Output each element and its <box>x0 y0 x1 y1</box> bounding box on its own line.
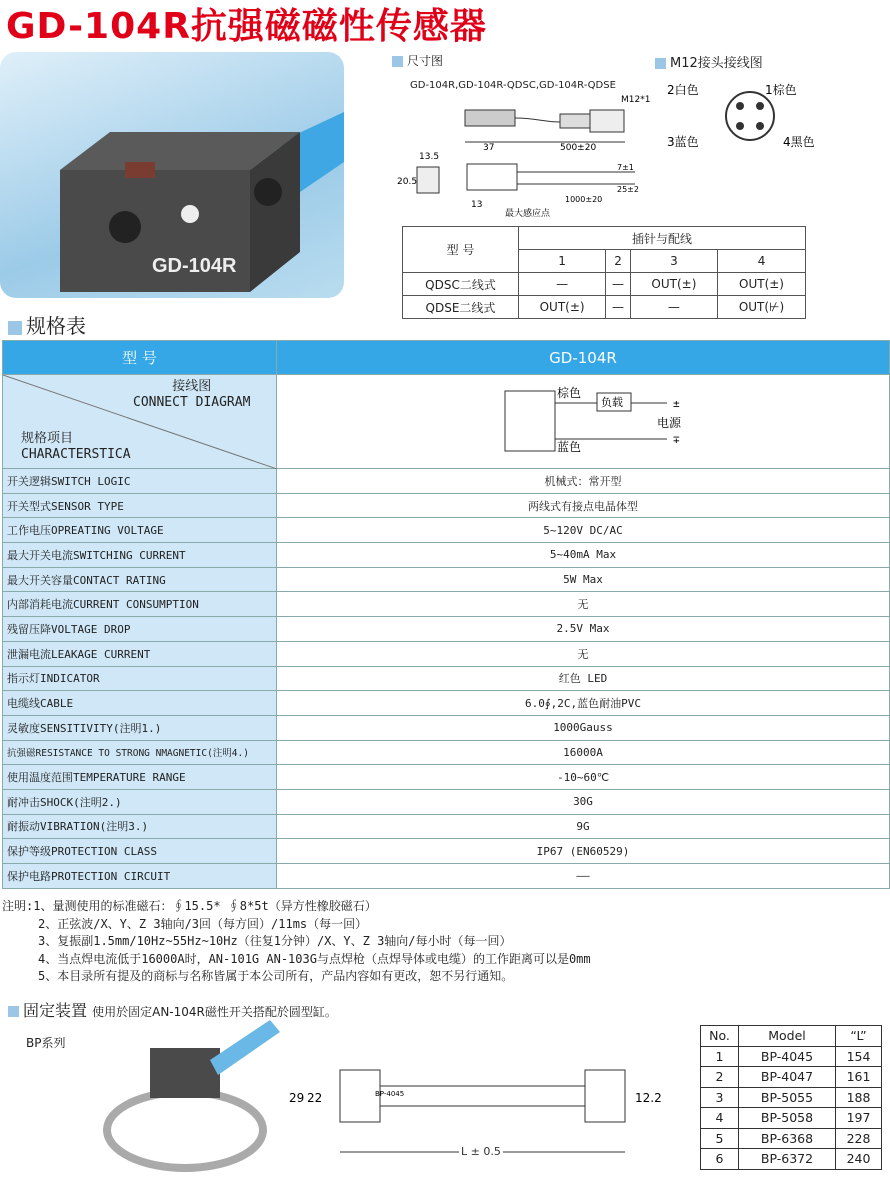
table-row: 指示灯INDICATOR 红色 LED <box>3 666 890 691</box>
svg-text:L ± 0.5: L ± 0.5 <box>461 1145 501 1158</box>
table-row: 灵敏度SENSITIVITY(注明1.) 1000Gauss <box>3 715 890 740</box>
svg-text:BP-4045: BP-4045 <box>375 1090 405 1098</box>
svg-text:22: 22 <box>307 1091 323 1105</box>
bracket-illustration <box>100 1020 290 1185</box>
table-row: 2 BP-4047 161 <box>701 1067 882 1088</box>
product-photo <box>0 52 344 298</box>
spec-table: 型 号 GD-104R 接线图 CONNECT DIAGRAM 规格项目 CHARACTERSTICA 棕色 负载 蓝色 电源 ± ∓ 开关逻辑SWITCH LOGIC 机械式：常开型 开关型式SENSOR TYPE 两线式有接点电晶体型 工作电压OPREATING VOLTAGE 5~120V DC/AC 最大开关电流SWITCHING CURRENT 5~40mA Max 最大开关容量CONTACT RATING 5W Max 内部消耗电流CURRENT CONSUMPTION 无 残留压降VOLTAGE DROP 2.5V Max 泄漏电流LEAKAGE CURRENT 无 指示灯INDICATOR 红色 LED 电缆线CABLE 6.0∮,2C,蓝色耐油PVC 灵敏度SENSITIVITY(注明1.) 1000Gauss 抗强磁RESISTANCE TO STRONG NMAGNETIC(注明4.) 16000A 使用温度范围TEMPERATURE RANGE -10~60℃ 耐冲击SHOCK(注明2.) 30G 耐振动VIBRATION(注明3.) 9G 保护等级PROTECTION CLASS IP67 (EN60529) 保护电路PROTECTION CIRCUIT —— <box>2 340 890 889</box>
svg-text:电源: 电源 <box>657 416 682 430</box>
bp-label: BP系列 <box>26 1036 66 1050</box>
table-row: 使用温度范围TEMPERATURE RANGE -10~60℃ <box>3 765 890 790</box>
table-row: QDSC二线式 — — OUT(±) OUT(±) <box>403 273 806 296</box>
m12-pinout <box>665 76 835 156</box>
svg-text:13: 13 <box>471 200 483 210</box>
m12-heading: M12接头接线图 <box>655 52 763 71</box>
table-row: 工作电压OPREATING VOLTAGE 5~120V DC/AC <box>3 518 890 543</box>
svg-text:3蓝色: 3蓝色 <box>667 135 699 149</box>
notes: 注明:1、量测使用的标准磁石：∮15.5* ∮8*5t（异方性橡胶磁石） 2、正弦波/X、Y、Z 3轴向/3回（每方回）/11ms（每一回） 3、复振副1.5mm/10Hz~55Hz~10Hz（往复1分钟）/X、Y、Z 3轴向/每小时（每一回） 4、当点焊电流低于16000A时，AN-101G AN-103G与点焊枪（点焊导体或电缆）的工作距离可以是0mm 5、本目录所有提及的商标与名称皆属于本公司所有，产品内容如有更改，恕不另行通知。 <box>2 899 591 983</box>
svg-text:20.5: 20.5 <box>397 177 418 187</box>
model-table: No. Model “L” 1 BP-4045 154 2 BP-4047 161 3 BP-5055 188 4 BP-5058 197 5 BP-6368 228 6 BP-6372 240 <box>700 1025 882 1170</box>
svg-text:25±2: 25±2 <box>617 185 639 194</box>
table-row: 3 BP-5055 188 <box>701 1087 882 1108</box>
spec-heading: 规格表 <box>8 310 86 339</box>
table-row: 保护电路PROTECTION CIRCUIT —— <box>3 864 890 889</box>
svg-text:37: 37 <box>483 143 495 153</box>
svg-text:棕色: 棕色 <box>557 386 582 400</box>
table-row: 耐冲击SHOCK(注明2.) 30G <box>3 789 890 814</box>
page-title: GD-104R抗强磁磁性传感器 <box>6 6 487 47</box>
table-row: 开关逻辑SWITCH LOGIC 机械式：常开型 <box>3 469 890 494</box>
svg-text:1棕色: 1棕色 <box>765 83 797 97</box>
table-row: 抗强磁RESISTANCE TO STRONG NMAGNETIC(注明4.) 16000A <box>3 740 890 765</box>
svg-text:M12*1: M12*1 <box>621 95 651 105</box>
svg-text:1000±20: 1000±20 <box>565 195 603 204</box>
dim-models: GD-104R,GD-104R-QDSC,GD-104R-QDSE <box>410 80 616 91</box>
dimension-drawing <box>395 92 655 222</box>
svg-text:负载: 负载 <box>601 396 623 409</box>
svg-text:29: 29 <box>289 1091 305 1105</box>
photo-label: GD-104R <box>152 255 237 277</box>
svg-text:2白色: 2白色 <box>667 83 699 97</box>
connect-diagram <box>497 381 697 461</box>
table-row: 最大开关容量CONTACT RATING 5W Max <box>3 567 890 592</box>
table-row: 保护等级PROTECTION CLASS IP67 (EN60529) <box>3 839 890 864</box>
table-row: 泄漏电流LEAKAGE CURRENT 无 <box>3 641 890 666</box>
fix-heading: 固定装置 使用於固定AN-104R磁性开关搭配於圆型缸。 <box>8 998 337 1021</box>
sensor-illustration <box>0 52 344 298</box>
svg-text:13.5: 13.5 <box>419 152 440 162</box>
table-row: 开关型式SENSOR TYPE 两线式有接点电晶体型 <box>3 493 890 518</box>
svg-text:蓝色: 蓝色 <box>557 440 582 454</box>
svg-text:7±1: 7±1 <box>617 163 634 172</box>
table-row: 5 BP-6368 228 <box>701 1128 882 1149</box>
svg-text:最大感应点: 最大感应点 <box>505 209 551 219</box>
table-row: QDSE二线式 OUT(±) — — OUT(⊬) <box>403 296 806 319</box>
svg-text:∓: ∓ <box>673 433 680 446</box>
table-row: 4 BP-5058 197 <box>701 1108 882 1129</box>
table-row: 6 BP-6372 240 <box>701 1149 882 1170</box>
svg-text:12.2: 12.2 <box>635 1091 662 1105</box>
svg-text:4黑色: 4黑色 <box>783 135 815 149</box>
table-row: 残留压降VOLTAGE DROP 2.5V Max <box>3 617 890 642</box>
bracket-dimension-drawing <box>285 1050 675 1170</box>
svg-text:±: ± <box>673 397 680 410</box>
pin-table: 型 号 插针与配线 1 2 3 4 QDSC二线式 — — OUT(±) OUT(±) QDSE二线式 OUT(±) — — OUT(⊬) <box>402 226 806 319</box>
table-row: 内部消耗电流CURRENT CONSUMPTION 无 <box>3 592 890 617</box>
table-row: 1 BP-4045 154 <box>701 1046 882 1067</box>
table-row: 耐振动VIBRATION(注明3.) 9G <box>3 814 890 839</box>
svg-text:500±20: 500±20 <box>560 143 597 153</box>
dim-heading: 尺寸图 <box>392 52 443 69</box>
table-row: 最大开关电流SWITCHING CURRENT 5~40mA Max <box>3 543 890 568</box>
table-row: 电缆线CABLE 6.0∮,2C,蓝色耐油PVC <box>3 691 890 716</box>
